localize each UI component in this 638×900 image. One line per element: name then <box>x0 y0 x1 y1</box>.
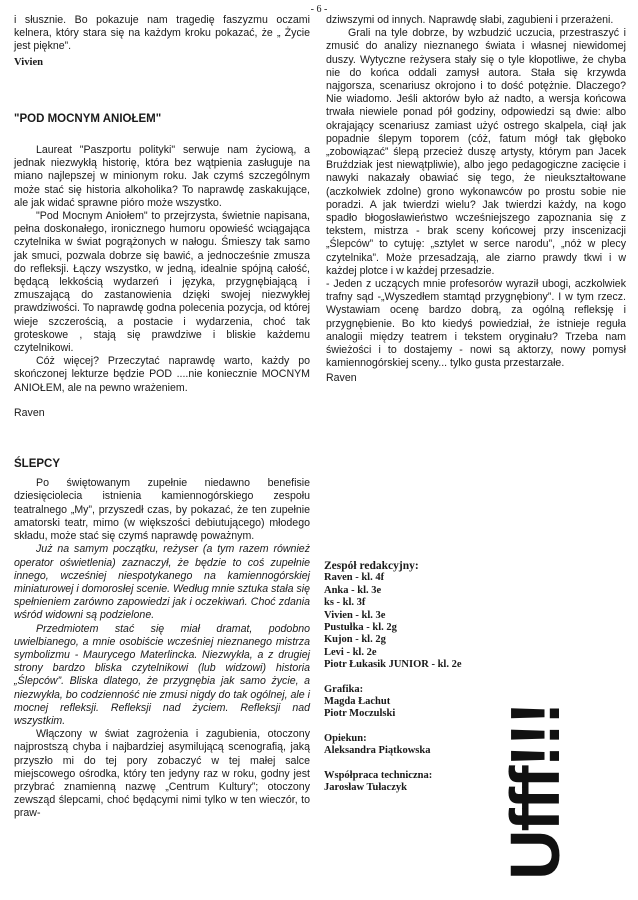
editorial-staff <box>324 560 524 795</box>
graphics-member: Magda Łachut <box>324 696 391 708</box>
staff-member: Levi - kl. 2e <box>324 646 377 658</box>
article1-paragraph: Cóż więcej? Przeczytać naprawdę warto, każdy po skończonej lekturze będzie POD ....nie koniecznie MOCNYM ANIOŁEM, ale na pewno wrażeniem. <box>14 355 310 394</box>
staff-member: Kujon - kl. 2g <box>324 634 386 646</box>
article1-paragraph: Laureat "Paszportu polityki" serwuje nam życiową, a jednak niezwykłą historię, która bez wątpienia zasługuje na miano najlepszej w minionym roku. Jak czymś szczególnym może stać się historia alkoholika? To naprawdę zaskakujące, ale jak widać sprawne pióro może wszystko. <box>14 144 310 209</box>
ufff-rotated-text: Ufff!!! <box>496 703 574 880</box>
staff-member: ks - kl. 3f <box>324 597 366 609</box>
article2-paragraph: Po świętowanym zupełnie niedawno benefisie dziesięciolecia istnienia kamiennogórskiego zespołu teatralnego „My”, przyszedł czas, by pokazać, że ten zupełnie amatorski teatr, mimo (w większości debiutującego) młodego składu, może stać się czymś naprawdę poważnym. <box>14 477 310 543</box>
staff-member: Pustułka - kl. 2g <box>324 622 397 634</box>
graphics-member: Piotr Moczulski <box>324 708 396 720</box>
staff-member: Piotr Łukasik JUNIOR - kl. 2e <box>324 659 462 671</box>
article-title-pod-mocnym-aniolem: "POD MOCNYM ANIOŁEM" <box>14 112 162 125</box>
signature-raven: Raven <box>326 372 357 385</box>
tech-name: Jarosław Tułaczyk <box>324 782 407 794</box>
page-number: - 6 - <box>310 4 328 15</box>
right-column <box>326 14 626 386</box>
staff-member: Vivien - kl. 3e <box>324 609 386 621</box>
right-paragraph: - Jeden z uczących mnie profesorów wyraził ubogi, aczkolwiek trafny sąd -„Wyszedłem stamtąd przygnębiony”. I w tym rzecz. Wystawiam ocenę bardzo dobrą, za ogólną refleksję i przygnębienie. Bo kto kiedyś powiedział, że istnieje reguła analogii między teatrem i tekstem oryginału? Trzeba nam świeżości i to dostajemy - nowi są aktorzy, nowy pomysł kamiennogórskiej sceny... tylko gusta przestarzałe. <box>326 278 626 370</box>
care-label: Opiekun: <box>324 732 367 744</box>
signature-vivien: Vivien <box>14 56 44 68</box>
right-paragraph: Grali na tyle dobrze, by wzbudzić uczucia, przestraszyć i zmusić do analizy nieznanego świata i własnej niewidomej duszy. Wytyczne reżysera stały się o tyle kłopotliwe, że chyba nie do końca oddali zamysł autora. Stała się krzywda najgorsza, scenariusz okrojono i to dość potężnie. Dlaczego? Nie wiadomo. Jeśli aktorów było aż nadto, a wersja końcowa trwała niewiele ponad pół godziny, odpowiedzi są dwie: albo okrajający scenariusz zamiast użyć ostrego skalpela, ciął jak popadnie ślepym toporem (cóż, fatum mógł tak głęboko „zobowiązać” ślepą przecież duszę artysty, którym pan Jacek Bruździak jest niewątpliwie), albo jego pedagogiczne zacięcie i nawyki nakazały obawiać się tego, że nieukształtowane (aczkolwiek zdolne) grono wykonawców po prostu sobie nie poradzi. A jak twierdzi wielu? Jak twierdzi każdy, na kogo spadło błogosławieństwo wcześniejszego zapoznania się z tekstem, mistrza - brak sceny końcowej przy inscenizacji „Ślepców” to cytuję: „sztylet w serce narodu”, „nóż w plecy czytelnika”. Może przesadzają, ale ziarno prawdy tkwi i w każdej plotce i w każdej przesadzie. <box>326 27 626 277</box>
care-name: Aleksandra Piątkowska <box>324 745 431 757</box>
staff-member: Anka - kl. 3e <box>324 584 382 596</box>
article2-paragraph: Włączony w świat zagrożenia i zagubienia, otoczony najprostszą chyba i najbardziej asymilującą scenografią, jaką przyszło mi do tej pory zobaczyć w tej małej salce miejscowego ośrodka, który ten jedyny raz w roku, godny jest przybrać znamienną nazwę „Centrum Kultury”; otoczony zewsząd ślepcami, choć będącymi nimi tylko w ten wieczór, to praw- <box>14 728 310 820</box>
staff-member: Raven - kl. 4f <box>324 572 385 584</box>
article2-paragraph: Już na samym początku, reżyser (a tym razem również operator oświetlenia) zaznaczył, że będzie to coś zupełnie innego, wcześniej niespotykanego na kamiennogórskiej miniaturowej i domorosłej scenie. Według mnie sztuka stała się spełnieniem zarówno zapowiedzi jak i oczekiwań. Choć zdania wśród widowni są podzielone. <box>14 543 310 622</box>
article-title-slepcy: ŚLEPCY <box>14 458 61 471</box>
article1-paragraph: "Pod Mocnym Aniołem" to przejrzysta, świetnie napisana, pełna doskonałego, ironicznego humoru opowieść wciągająca czytelnika w świat pogrążonych w nałogu. Śmieszy tak samo jak smuci, pozwala dobrze się bawić, a jednocześnie zmusza do refleksji. Łączy wszystko, w jedną, idealnie spójną całość, będącą lekkością wydarzeń i języka, przygnębiającą i zmuszającą do zastanowienia dzięki swojej niezwykłej prawdziwości. To naprawdę godna polecenia pozycja, od której wieje szczerością, a postacie i wydarzenia, choć tak groteskowe , stają się prawdziwe i bliskie każdemu czytelnikowi. <box>14 210 310 355</box>
article2-paragraph: Przedmiotem stać się miał dramat, podobno uwielbianego, a mnie osobiście wcześniej nieznanego mistrza symbolizmu - Maurycego Materlincka. Niezwykła, a z drugiej strony bardzo bliska czytelnikowi (lub widzowi) historia „Ślepców”. Bliska dlatego, że przygnębia jak samo życie, a niezwykła, bo codzienność nie zmusi nigdy do tak ogólnej, ale i mocnej refleksji. Refleksji nad życiem. Refleksji nad wszystkim. <box>14 622 310 727</box>
left-column <box>14 14 310 821</box>
left-top-paragraph: i słusznie. Bo pokazuje nam tragedię faszyzmu oczami kelnera, który stara się na każdym kroku pokazać, że „ Życie jest piękne”. <box>14 14 310 53</box>
graphics-label: Grafika: <box>324 683 364 695</box>
signature-raven: Raven <box>14 406 45 419</box>
staff-header: Zespół redakcyjny: <box>324 560 419 572</box>
right-paragraph: dziwszymi od innych. Naprawdę słabi, zagubieni i przerażeni. <box>326 14 614 26</box>
tech-label: Współpraca techniczna: <box>324 769 433 781</box>
